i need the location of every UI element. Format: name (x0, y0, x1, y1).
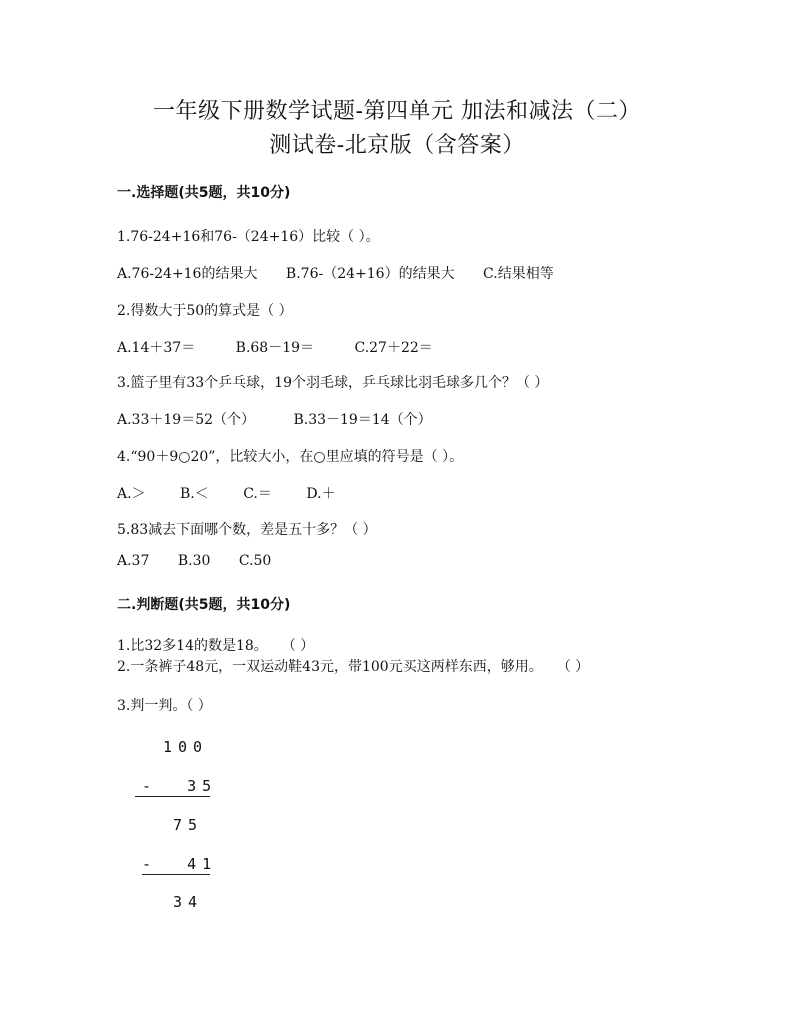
calc-rule-1 (135, 796, 210, 797)
option-c: C.结果相等 (483, 266, 554, 282)
question-2-options (117, 337, 457, 357)
judge-question-1: 1.比32多14的数是18。 （ ） (117, 638, 315, 654)
exam-title-line-1: 一年级下册数学试题-第四单元 加法和减法（二） (153, 99, 641, 124)
option-a: A.76-24+16的结果大 (117, 266, 258, 282)
calc-line-1: 100 (163, 738, 209, 756)
option-b: B.33－19＝14（个） (293, 412, 432, 428)
question-4-text: 4.“90＋9○20”，比较大小，在○里应填的符号是（ ）。 (117, 449, 464, 465)
question-3-text: 3.篮子里有33个乒乓球，19个羽毛球，乒乓球比羽毛球多几个？（ ） (117, 375, 549, 391)
question-4-options (117, 483, 360, 503)
section-1-heading: 一.选择题(共5题，共10分) (117, 185, 291, 201)
option-a: A.14＋37＝ (117, 340, 196, 356)
calc-line-3: 75 (173, 816, 204, 834)
calc-line-4: - 41 (142, 855, 218, 873)
option-c: C.＝ (243, 486, 272, 502)
calc-line-2: - 35 (142, 777, 218, 795)
question-2-text: 2.得数大于50的算式是（ ） (117, 303, 293, 319)
option-b: B.30 (177, 553, 211, 569)
option-a: A.33＋19＝52（个） (117, 412, 256, 428)
question-1-options (117, 263, 578, 283)
exam-title-line-2: 测试卷-北京版（含答案） (269, 133, 525, 158)
option-b: B.68－19＝ (235, 340, 315, 356)
option-b: B.76-（24+16）的结果大 (285, 266, 455, 282)
question-5-text: 5.83减去下面哪个数，差是五十多？（ ） (117, 522, 377, 538)
question-3-options (117, 409, 456, 429)
question-1-text: 1.76-24+16和76-（24+16）比较（ ）。 (117, 229, 380, 245)
section-2-heading: 二.判断题(共5题，共10分) (117, 597, 291, 613)
question-5-options (117, 553, 295, 569)
option-c: C.50 (238, 553, 272, 569)
calc-rule-2 (142, 874, 210, 875)
option-b: B.＜ (180, 486, 209, 502)
option-a: A.＞ (117, 486, 146, 502)
judge-question-3: 3.判一判。（ ） (117, 698, 212, 714)
option-a: A.37 (117, 553, 150, 569)
calc-line-5: 34 (173, 893, 204, 911)
option-c: C.27＋22＝ (354, 340, 433, 356)
judge-question-2: 2.一条裤子48元，一双运动鞋43元，带100元买这两样东西，够用。 （ ） (117, 659, 590, 675)
option-d: D.＋ (306, 486, 336, 502)
